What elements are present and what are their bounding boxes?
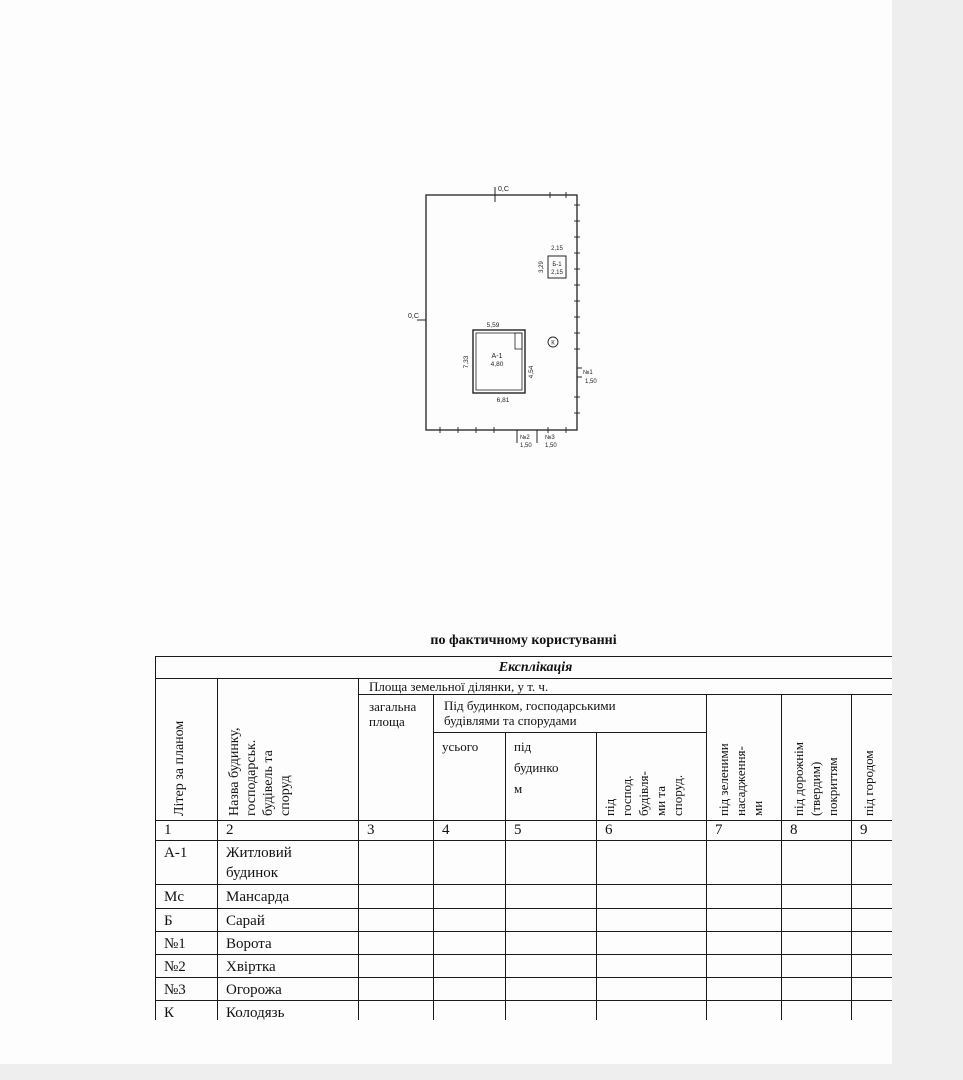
area-col-7-cell [707, 909, 782, 932]
area-col-8-cell [782, 841, 852, 885]
litera-cell: №1 [156, 932, 218, 955]
area-col-9-cell [852, 841, 893, 885]
column-number: 6 [597, 821, 707, 841]
header-road-line: (твердим) [808, 761, 823, 816]
house-bottom-dimension: 6,81 [496, 397, 510, 404]
gate-2-name: №2 [520, 435, 530, 441]
header-name [218, 679, 359, 821]
area-col-5-cell [506, 932, 597, 955]
building-name: Колодязь [226, 1005, 285, 1020]
area-col-7-cell [707, 841, 782, 885]
column-number: 7 [707, 821, 782, 841]
area-col-6-cell [597, 932, 707, 955]
area-col-8-cell [782, 1001, 852, 1021]
explication-row [156, 932, 893, 955]
house-left-dimension: 7,33 [463, 355, 470, 369]
header-under-outbuildings-line: ми та [653, 785, 668, 816]
column-number: 3 [359, 821, 434, 841]
area-col-4-cell [434, 841, 506, 885]
area-col-4-cell [434, 955, 506, 978]
header-name-line: будівель та [261, 750, 276, 816]
gate-3-width: 1,50 [545, 443, 557, 449]
area-col-6-cell [597, 841, 707, 885]
header-under-house-line: будинко [514, 760, 559, 775]
header-total-line: загальна [369, 699, 417, 714]
gate-1-width: 1,50 [585, 379, 597, 385]
area-col-9-cell [852, 978, 893, 1001]
fence-ticks [440, 192, 580, 433]
gate-1-name: №1 [583, 370, 593, 376]
header-litera [156, 679, 218, 821]
explication-row [156, 909, 893, 932]
gate-2-width: 1,50 [520, 443, 532, 449]
area-col-6-cell [597, 978, 707, 1001]
explication-row [156, 978, 893, 1001]
area-col-3-cell [359, 932, 434, 955]
header-garden-text: під городом [861, 750, 876, 816]
table-heading: по фактичному користуванні [430, 633, 617, 648]
building-name: Сарай [226, 913, 265, 929]
gate-3-name: №3 [545, 435, 555, 441]
area-col-8-cell [782, 932, 852, 955]
litera-cell: Мс [156, 885, 218, 909]
area-col-3-cell [359, 885, 434, 909]
header-road-line: під дорожнім [791, 741, 806, 816]
building-name: Житловий будинок [226, 845, 292, 881]
explication-table-wrap [155, 656, 892, 1020]
header-row-1 [156, 679, 893, 695]
area-col-3-cell [359, 841, 434, 885]
plot-boundary [426, 195, 577, 430]
header-name-line: споруд [278, 775, 293, 816]
column-number: 9 [852, 821, 893, 841]
left-neighbor-label: 0,С [408, 313, 419, 320]
litera-cell: №2 [156, 955, 218, 978]
area-col-5-cell [506, 1001, 597, 1021]
area-col-4-cell [434, 885, 506, 909]
explication-row [156, 841, 893, 885]
building-name-cell [218, 909, 359, 932]
explication-row [156, 885, 893, 909]
header-total-line: площа [369, 714, 405, 729]
building-name-cell [218, 978, 359, 1001]
area-col-3-cell [359, 978, 434, 1001]
building-name: Мансарда [226, 889, 290, 905]
building-name-cell [218, 932, 359, 955]
area-col-4-cell [434, 932, 506, 955]
area-col-6-cell [597, 955, 707, 978]
area-col-5-cell [506, 885, 597, 909]
header-under-buildings-line: будівлями та спорудами [444, 713, 577, 728]
shed-left-dimension: 3,29 [539, 261, 545, 273]
area-col-8-cell [782, 955, 852, 978]
header-garden [852, 695, 893, 821]
area-col-5-cell [506, 955, 597, 978]
column-number: 1 [156, 821, 218, 841]
area-col-6-cell [597, 1001, 707, 1021]
explication-row [156, 1001, 893, 1021]
area-col-6-cell [597, 885, 707, 909]
header-road-line: покриттям [825, 757, 840, 816]
header-road [782, 695, 852, 821]
header-under-buildings [434, 695, 707, 733]
title-row [156, 657, 893, 679]
header-under-outbuildings-line: під [602, 798, 617, 816]
area-col-4-cell [434, 1001, 506, 1021]
area-col-3-cell [359, 909, 434, 932]
area-col-7-cell [707, 932, 782, 955]
area-col-3-cell [359, 1001, 434, 1021]
area-col-9-cell [852, 885, 893, 909]
header-under-house-line: м [514, 781, 523, 796]
litera-cell: А-1 [156, 841, 218, 885]
header-litera-text: Літер за планом [172, 720, 187, 816]
building-name: Хвіртка [226, 959, 276, 975]
building-name-cell [218, 955, 359, 978]
header-area: Площа земельної ділянки, у т. ч. [359, 679, 893, 695]
house-name: А-1 [491, 353, 503, 360]
area-col-7-cell [707, 885, 782, 909]
header-green-line: насадження- [733, 746, 748, 816]
building-name-cell [218, 1001, 359, 1021]
area-col-8-cell [782, 978, 852, 1001]
column-number: 4 [434, 821, 506, 841]
header-under-outbuildings [597, 733, 707, 821]
header-under-outbuildings-line: господ. [619, 775, 634, 816]
area-col-9-cell [852, 932, 893, 955]
house-inner-dimension: 4,80 [490, 361, 504, 368]
header-name-line: Назва будинку, [227, 727, 242, 816]
building-name-cell [218, 885, 359, 909]
shed-inner-dimension: 2,15 [551, 270, 563, 276]
area-col-7-cell [707, 978, 782, 1001]
building-name: Ворота [226, 936, 272, 952]
column-number: 8 [782, 821, 852, 841]
well-label: К [551, 340, 555, 347]
house-right-dimension: 4,54 [528, 365, 535, 379]
header-green [707, 695, 782, 821]
area-col-7-cell [707, 955, 782, 978]
litera-cell: №3 [156, 978, 218, 1001]
header-name-line: господарськ. [244, 739, 259, 816]
header-under-outbuildings-line: будівля- [636, 771, 651, 816]
area-col-4-cell [434, 909, 506, 932]
top-neighbor-label: 0,С [498, 186, 509, 193]
header-under-house-line: під [514, 739, 532, 754]
building-name-cell [218, 841, 359, 885]
header-under-outbuildings-line: споруд. [670, 774, 685, 816]
header-under-house [506, 733, 597, 821]
area-col-9-cell [852, 1001, 893, 1021]
area-col-5-cell [506, 909, 597, 932]
explication-row [156, 955, 893, 978]
area-col-9-cell [852, 955, 893, 978]
house-top-dimension: 5,59 [486, 322, 500, 329]
shed-top-dimension: 2,15 [551, 246, 563, 252]
building-name: Огорожа [226, 982, 282, 998]
column-number-row [156, 821, 893, 841]
header-green-line: під зеленими [716, 743, 731, 816]
column-number: 2 [218, 821, 359, 841]
header-green-line: ми [750, 800, 765, 816]
litera-cell: Б [156, 909, 218, 932]
litera-cell: К [156, 1001, 218, 1021]
area-col-5-cell [506, 841, 597, 885]
area-col-6-cell [597, 909, 707, 932]
header-under-buildings-line: Під будинком, господарськими [444, 698, 616, 713]
area-col-9-cell [852, 909, 893, 932]
house-porch [515, 333, 522, 349]
area-col-5-cell [506, 978, 597, 1001]
area-col-3-cell [359, 955, 434, 978]
area-col-8-cell [782, 885, 852, 909]
column-number: 5 [506, 821, 597, 841]
area-col-4-cell [434, 978, 506, 1001]
explication-table [155, 656, 892, 1020]
shed-name: Б-1 [552, 262, 562, 268]
area-col-8-cell [782, 909, 852, 932]
area-col-7-cell [707, 1001, 782, 1021]
table-title: Експлікація [156, 657, 893, 679]
header-total [359, 695, 434, 821]
site-plan [400, 175, 600, 465]
header-all: усього [434, 733, 506, 821]
